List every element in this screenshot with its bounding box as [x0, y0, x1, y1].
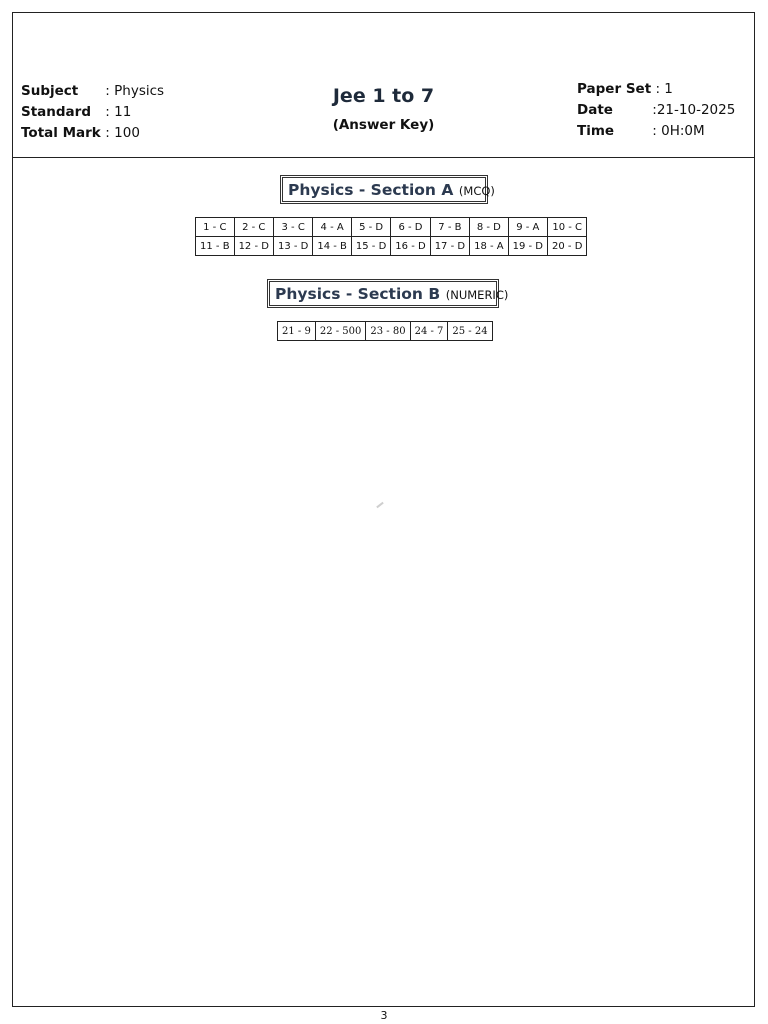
- answer-cell: 25 - 24: [448, 322, 492, 341]
- section-b-tag: (NUMERIC): [445, 288, 509, 302]
- section-a-answer-table: [195, 217, 587, 256]
- exam-title: Jee 1 to 7: [332, 85, 435, 107]
- answer-cell: 1 - C: [196, 218, 235, 237]
- section-b-title: Physics - Section B: [275, 285, 441, 303]
- answer-cell: 12 - D: [234, 237, 273, 256]
- meta-right: [577, 79, 735, 142]
- time-label: Time: [577, 123, 615, 139]
- answer-cell: 3 - C: [273, 218, 312, 237]
- answer-key-label: (Answer Key): [332, 117, 435, 133]
- paper-set-label: Paper Set: [577, 81, 652, 97]
- section-a-title: Physics - Section A: [288, 181, 454, 199]
- answer-cell: 23 - 80: [366, 322, 410, 341]
- subject-value: : Physics: [105, 83, 165, 99]
- answer-row: [196, 237, 587, 256]
- answer-cell: 5 - D: [351, 218, 390, 237]
- answer-row: [196, 218, 587, 237]
- answer-cell: 22 - 500: [315, 322, 366, 341]
- answer-cell: 20 - D: [548, 237, 587, 256]
- section-b-heading: [267, 279, 509, 308]
- paper-set-row: [577, 79, 735, 100]
- answer-cell: 6 - D: [391, 218, 430, 237]
- answer-cell: 18 - A: [470, 237, 509, 256]
- answer-cell: 8 - D: [470, 218, 509, 237]
- answer-cell: 21 - 9: [278, 322, 316, 341]
- answer-cell: 16 - D: [391, 237, 430, 256]
- total-mark-value: : 100: [105, 125, 140, 141]
- answer-cell: 4 - A: [313, 218, 352, 237]
- answer-cell: 13 - D: [273, 237, 312, 256]
- answer-row: [278, 322, 493, 341]
- date-row: [577, 100, 735, 121]
- answer-cell: 9 - A: [508, 218, 547, 237]
- answer-cell: 24 - 7: [410, 322, 448, 341]
- page-number: 3: [380, 1009, 388, 1022]
- date-label: Date: [577, 102, 613, 118]
- time-value: : 0H:0M: [652, 123, 705, 139]
- section-a-heading: [280, 175, 495, 204]
- total-mark-label: Total Mark: [21, 125, 101, 141]
- answer-cell: 15 - D: [351, 237, 390, 256]
- date-value: :21-10-2025: [652, 102, 736, 118]
- answer-cell: 19 - D: [508, 237, 547, 256]
- answer-cell: 17 - D: [430, 237, 469, 256]
- answer-cell: 2 - C: [234, 218, 273, 237]
- page-frame: [12, 12, 755, 1007]
- section-a-tag: (MCQ): [458, 184, 495, 198]
- time-row: [577, 121, 735, 142]
- answer-cell: 11 - B: [196, 237, 235, 256]
- answer-cell: 14 - B: [313, 237, 352, 256]
- answer-cell: 10 - C: [548, 218, 587, 237]
- subject-label: Subject: [21, 83, 79, 99]
- paper-header: [13, 13, 754, 158]
- section-b-answer-table: [277, 321, 493, 341]
- standard-label: Standard: [21, 104, 91, 120]
- standard-value: : 11: [105, 104, 132, 120]
- paper-set-value: : 1: [655, 81, 673, 97]
- answer-cell: 7 - B: [430, 218, 469, 237]
